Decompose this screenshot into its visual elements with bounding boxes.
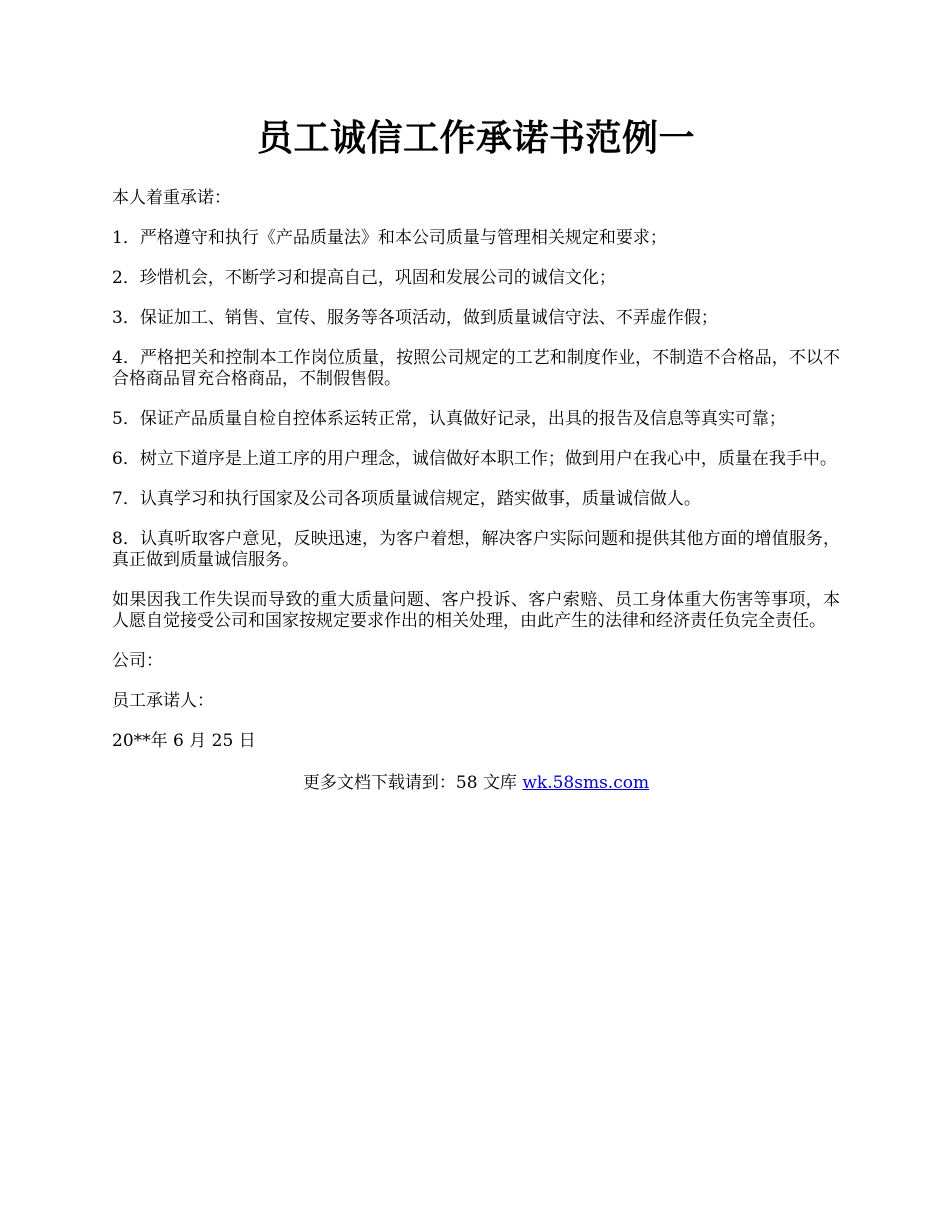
- document-date: 20**年 6 月 25 日: [112, 731, 256, 751]
- intro-text: 本人着重承诺：: [112, 188, 231, 208]
- footer-text: 更多文档下载请到：58 文库: [302, 773, 523, 793]
- commitment-item-3: 3．保证加工、销售、宣传、服务等各项活动，做到质量诚信守法、不弄虚作假；: [112, 308, 718, 328]
- document-page: [112, 108, 840, 794]
- commitment-item-2: 2．珍惜机会，不断学习和提高自己，巩固和发展公司的诚信文化；: [112, 268, 616, 288]
- commitment-item-6: 6．树立下道序是上道工序的用户理念，诚信做好本职工作；做到用户在我心中，质量在我手中。: [112, 449, 837, 469]
- commitment-item-5: 5．保证产品质量自检自控体系运转正常，认真做好记录，出具的报告及信息等真实可靠；: [112, 409, 786, 429]
- commitment-item-4: 4．严格把关和控制本工作岗位质量，按照公司规定的工艺和制度作业，不制造不合格品，不以不合格商品冒充合格商品，不制假售假。: [112, 348, 840, 389]
- commitment-item-8: 8．认真听取客户意见，反映迅速，为客户着想，解决客户实际问题和提供其他方面的增值服务，真正做到质量诚信服务。: [112, 529, 840, 570]
- signer-label: 员工承诺人：: [112, 691, 214, 711]
- footer-link[interactable]: wk.58sms.com: [522, 773, 650, 793]
- commitment-item-7: 7．认真学习和执行国家及公司各项质量诚信规定，踏实做事，质量诚信做人。: [112, 489, 701, 509]
- download-footer: [112, 773, 840, 794]
- company-label: 公司：: [112, 651, 163, 671]
- closing-paragraph: 如果因我工作失误而导致的重大质量问题、客户投诉、客户索赔、员工身体重大伤害等事项，本人愿自觉接受公司和国家按规定要求作出的相关处理，由此产生的法律和经济责任负完全责任。: [112, 590, 840, 631]
- document-title: 员工诚信工作承诺书范例一: [256, 117, 695, 159]
- commitment-item-1: 1．严格遵守和执行《产品质量法》和本公司质量与管理相关规定和要求；: [112, 228, 667, 248]
